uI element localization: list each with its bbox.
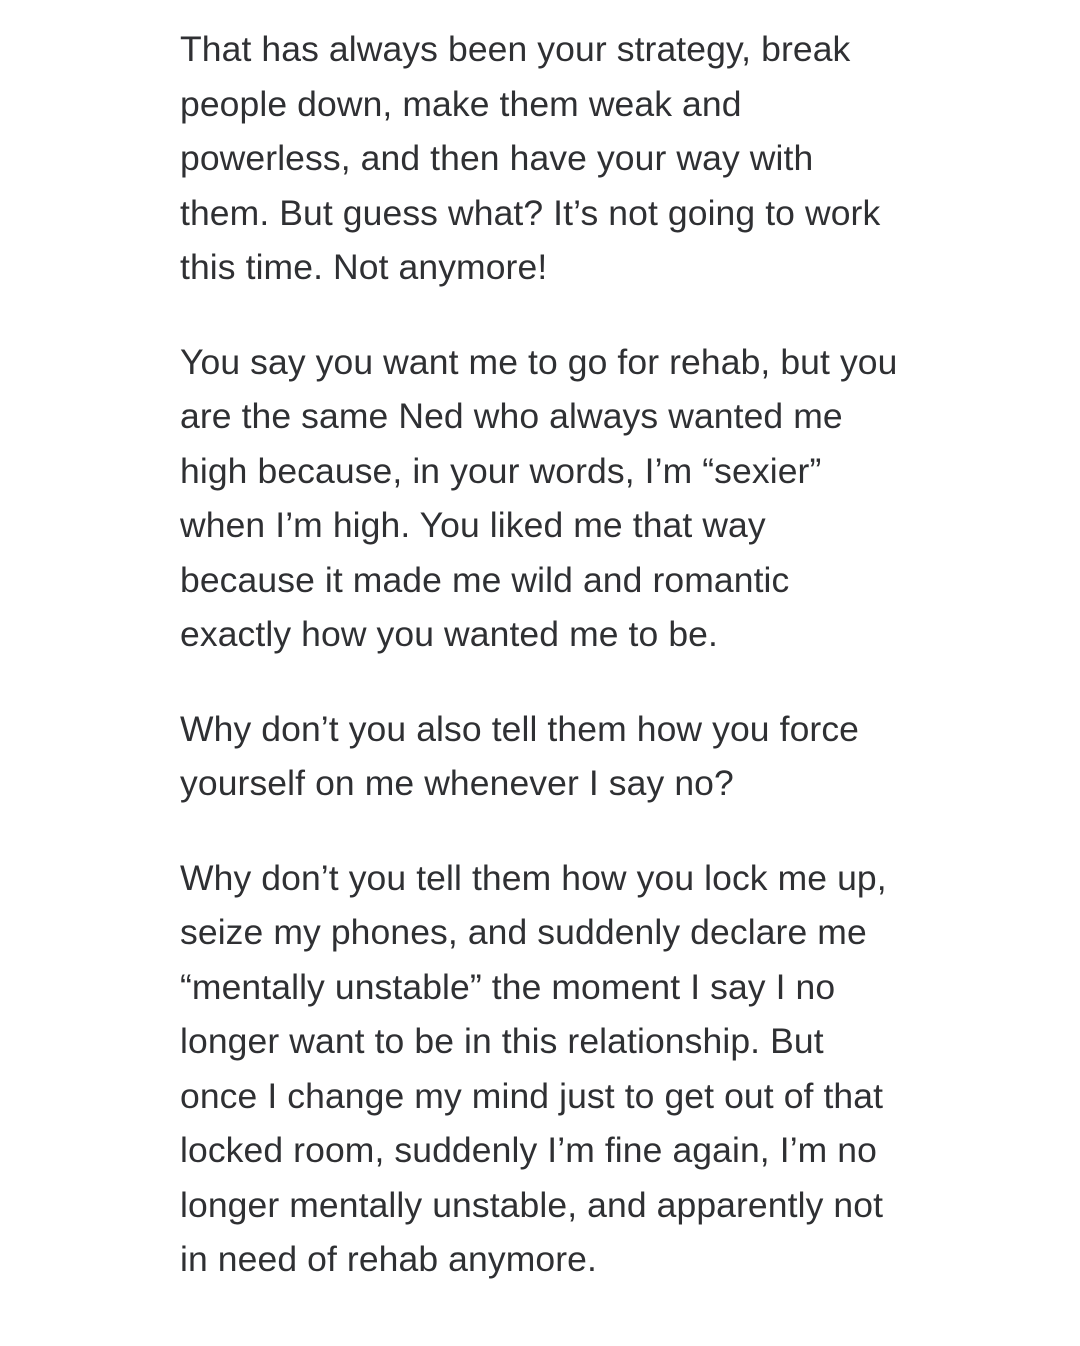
paragraph-force: Why don’t you also tell them how you force yourself on me whenever I say no? [180,708,869,803]
paragraph-lock: Why don’t you tell them how you lock me up, seize my phones, and suddenly declare me “mentally unstable” the moment I say I no longer want to be in this relationship. But once I change my mind just to get out of that locked room, suddenly I’m fine again, I’m no longer mentally unstable, and apparently not in need of rehab anymore. [180,857,897,1279]
paragraph-strategy: That has always been your strategy, break people down, make them weak and powerless, and then have your way with them. But guess what? It’s not going to work this time. Not anymore! [180,29,891,287]
paragraph-rehab: You say you want me to go for rehab, but you are the same Ned who always wanted me high because, in your words, I’m “sexier” when I’m high. You liked me that way because it made me wild and romantic exactly how you wanted me to be. [180,341,908,654]
